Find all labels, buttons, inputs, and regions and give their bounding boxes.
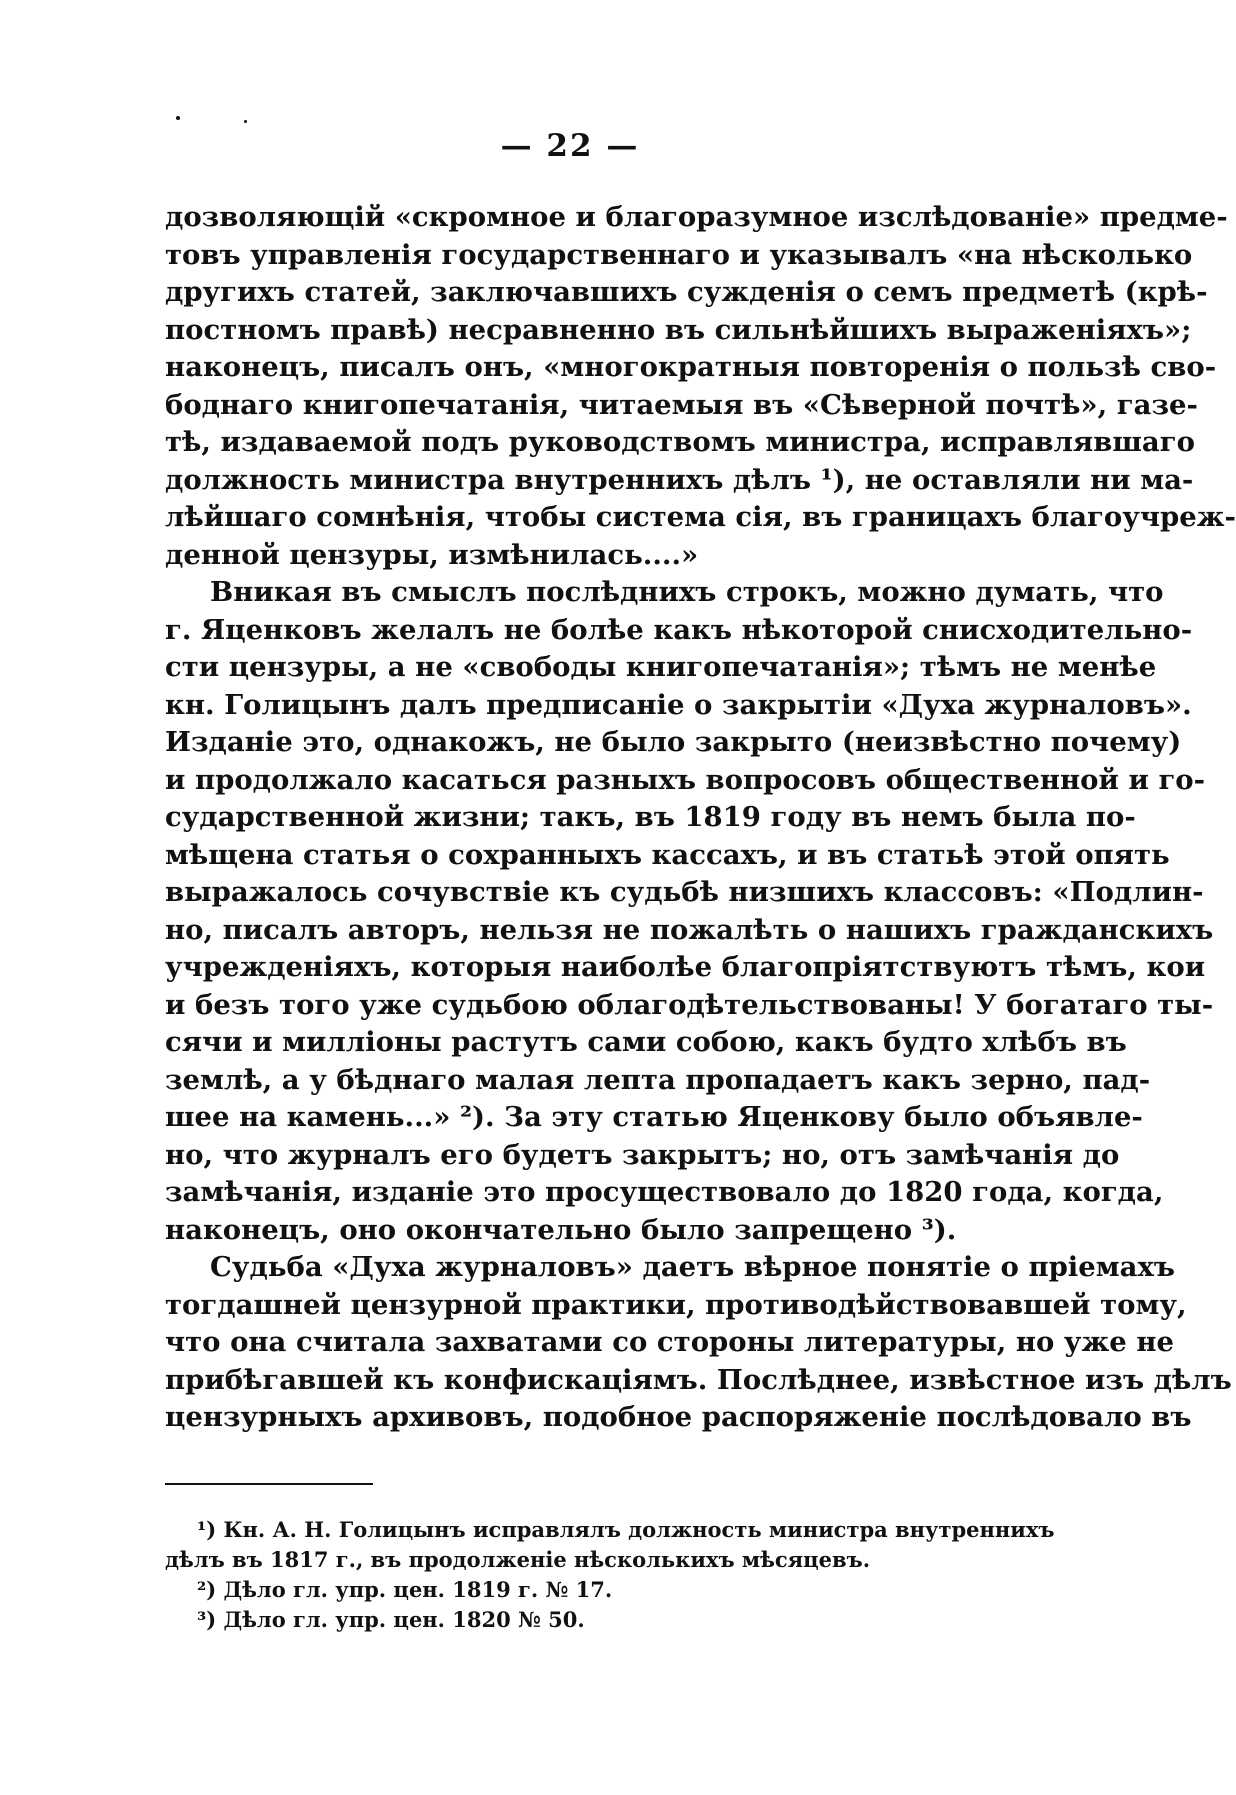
footnotes [165, 1515, 1055, 1635]
text-line: дозволяющій «скромное и благоразумное изслѣдованіе» предме- [165, 201, 1228, 233]
text-line: боднаго книгопечатанія, читаемыя въ «Сѣверной почтѣ», газе- [165, 388, 1198, 421]
text-line: сти цензуры, а не «свободы книгопечатанія»; тѣмъ не менѣе [165, 651, 1157, 683]
text-line: г. Яценковъ желалъ не болѣе какъ нѣкоторой снисходительно- [165, 613, 1193, 646]
text-line: кн. Голицынъ далъ предписаніе о закрытіи «Духа журналовъ». [165, 688, 1192, 721]
text-line: лѣйшаго сомнѣнія, чтобы система сія, въ границахъ благоучреж- [165, 501, 1236, 533]
text-line: другихъ статей, заключавшихъ сужденія о семъ предметѣ (крѣ- [165, 276, 1208, 308]
text-line: цензурныхъ архивовъ, подобное распоряженіе послѣдовало въ [165, 1401, 1192, 1433]
body-text [165, 199, 1236, 1437]
text-line: денной цензуры, измѣнилась....» [165, 538, 699, 571]
footnote-line: ²) Дѣло гл. упр. цен. 1819 г. № 17. [197, 1577, 613, 1602]
text-line: и безъ того уже судьбою облагодѣтельствованы! У богатаго ты- [165, 988, 1214, 1021]
text-line: Судьба «Духа журналовъ» даетъ вѣрное понятіе о пріемахъ [210, 1251, 1175, 1283]
text-line: постномъ правѣ) несравненно въ сильнѣйшихъ выраженіяхъ»; [165, 313, 1192, 346]
text-line: выражалось сочувствіе къ судьбѣ низшихъ классовъ: «Подлин- [165, 876, 1204, 908]
scan-speck [176, 116, 180, 120]
page-number: — 22 — [500, 128, 640, 164]
text-line: что она считала захватами со стороны литературы, но уже не [165, 1326, 1174, 1358]
footnote-line: дѣлъ въ 1817 г., въ продолженіе нѣсколькихъ мѣсяцевъ. [165, 1547, 871, 1572]
text-line: замѣчанія, изданіе это просуществовало до 1820 года, когда, [165, 1176, 1164, 1208]
text-line: и продолжало касаться разныхъ вопросовъ общественной и го- [165, 763, 1206, 796]
text-line: сударственной жизни; такъ, въ 1819 году въ немъ была по- [165, 801, 1136, 833]
text-line: товъ управленія государственнаго и указывалъ «на нѣсколько [165, 238, 1193, 271]
text-line: тогдашней цензурной практики, противодѣйствовавшей тому, [165, 1288, 1187, 1321]
text-line: Изданіе это, однакожъ, не было закрыто (неизвѣстно почему) [165, 726, 1182, 758]
footnote-line: ³) Дѣло гл. упр. цен. 1820 № 50. [197, 1607, 585, 1632]
text-line: мѣщена статья о сохранныхъ кассахъ, и въ статьѣ этой опять [165, 838, 1170, 871]
text-line: должность министра внутреннихъ дѣлъ ¹), не оставляли ни ма- [165, 463, 1194, 496]
text-line: сячи и милліоны растутъ сами собою, какъ будто хлѣбъ въ [165, 1026, 1127, 1058]
text-line: шее на камень...» ²). За эту статью Яценкову было объявле- [165, 1101, 1143, 1133]
text-line: наконецъ, писалъ онъ, «многократныя повторенія о пользѣ сво- [165, 351, 1217, 383]
text-line: наконецъ, оно окончательно было запрещено ³). [165, 1213, 957, 1246]
text-line: но, что журналъ его будетъ закрытъ; но, отъ замѣчанія до [165, 1138, 1120, 1171]
text-line: тѣ, издаваемой подъ руководствомъ министра, исправлявшаго [165, 426, 1195, 458]
text-line: прибѣгавшей къ конфискаціямъ. Послѣднее, извѣстное изъ дѣлъ [165, 1363, 1232, 1396]
footnote-separator [165, 1483, 373, 1485]
text-line: Вникая въ смыслъ послѣднихъ строкъ, можно думать, что [210, 576, 1164, 608]
text-line: учрежденіяхъ, которыя наиболѣе благопріятствуютъ тѣмъ, кои [165, 951, 1206, 983]
scan-speck [244, 120, 247, 123]
footnote-line: ¹) Кн. А. Н. Голицынъ исправлялъ должность министра внутреннихъ [197, 1517, 1055, 1542]
text-line: но, писалъ авторъ, нельзя не пожалѣть о нашихъ гражданскихъ [165, 913, 1214, 946]
text-line: землѣ, а у бѣднаго малая лепта пропадаетъ какъ зерно, пад- [165, 1063, 1151, 1096]
